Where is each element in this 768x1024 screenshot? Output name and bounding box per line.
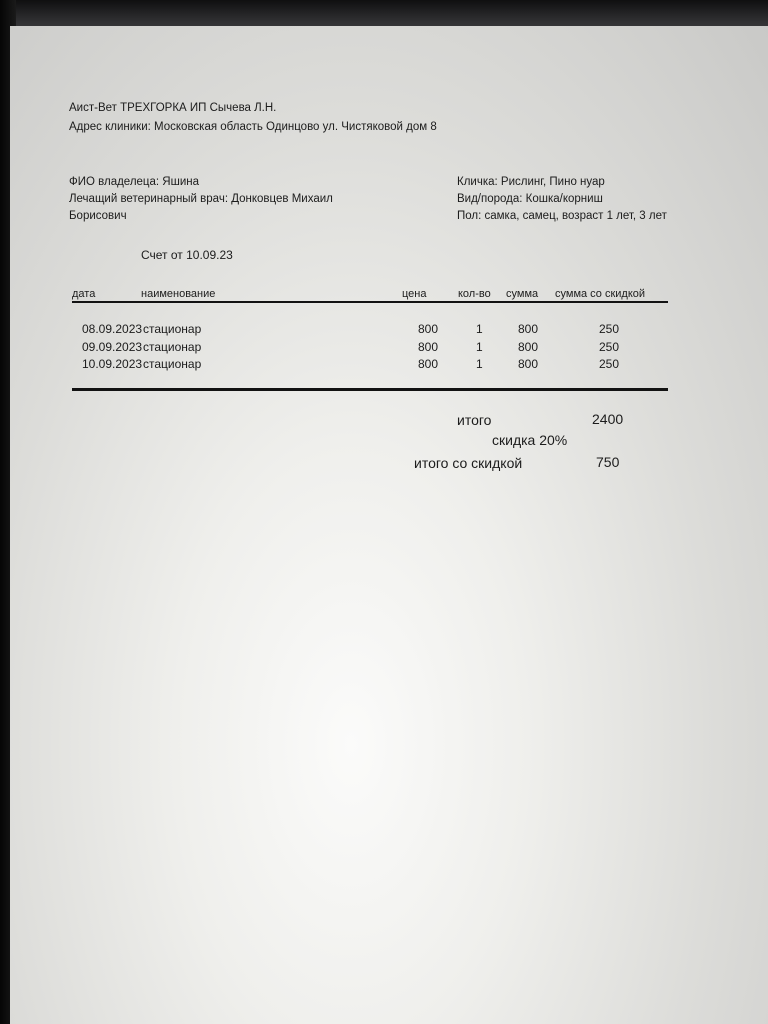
row-sum: 800 [518, 357, 539, 371]
pet-breed: Вид/порода: Кошка/корниш [457, 193, 603, 205]
header-divider [72, 301, 668, 303]
discounted-total-value: 750 [596, 454, 620, 470]
row-qty: 1 [476, 322, 483, 336]
row-qty: 1 [476, 340, 483, 354]
header-price: цена [402, 288, 427, 300]
row-sum: 800 [518, 340, 539, 354]
table-bottom-divider [72, 388, 668, 391]
row-date: 08.09.2023 [82, 322, 143, 336]
doctor-name-line2: Борисович [69, 210, 127, 222]
row-price: 800 [418, 340, 439, 354]
discount-label: скидка 20% [492, 432, 568, 448]
row-sum: 800 [518, 322, 539, 336]
header-discount-sum: сумма со скидкой [555, 288, 646, 300]
row-price: 800 [418, 322, 439, 336]
total-label: итого [457, 412, 492, 428]
invoice-title: Счет от 10.09.23 [141, 248, 233, 262]
row-discount-sum: 250 [599, 340, 620, 354]
header-date: дата [72, 288, 96, 300]
discounted-total-label: итого со скидкой [414, 455, 523, 471]
row-date: 09.09.2023 [82, 340, 143, 354]
row-discount-sum: 250 [599, 357, 620, 371]
row-name: стационар [143, 322, 202, 336]
row-qty: 1 [476, 357, 483, 371]
row-date: 10.09.2023 [82, 357, 143, 371]
clinic-name: Аист-Вет ТРЕХГОРКА ИП Сычева Л.Н. [69, 102, 277, 114]
row-name: стационар [143, 357, 202, 371]
pet-sex-age: Пол: самка, самец, возраст 1 лет, 3 лет [457, 210, 667, 222]
row-discount-sum: 250 [599, 322, 620, 336]
pet-name: Кличка: Рислинг, Пино нуар [457, 176, 605, 188]
row-name: стационар [143, 340, 202, 354]
doctor-name-line1: Лечащий ветеринарный врач: Донковцев Михаил [69, 193, 333, 205]
row-price: 800 [418, 357, 439, 371]
header-sum: сумма [506, 288, 539, 300]
clinic-address: Адрес клиники: Московская область Одинцово ул. Чистяковой дом 8 [69, 121, 437, 133]
owner-name: ФИО владелеца: Яшина [69, 176, 200, 188]
invoice-document [10, 26, 768, 1024]
header-qty: кол-во [458, 288, 491, 300]
header-name: наименование [141, 288, 216, 300]
total-value: 2400 [592, 411, 624, 427]
